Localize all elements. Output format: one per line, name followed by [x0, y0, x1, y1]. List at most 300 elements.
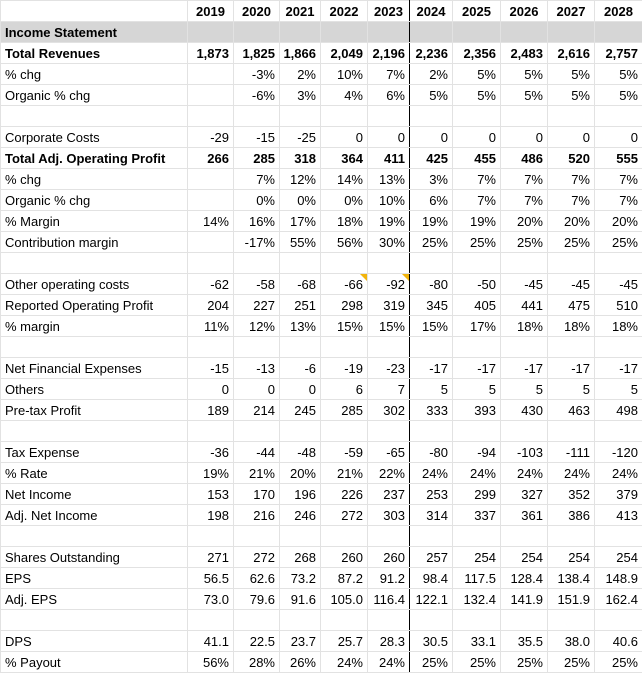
value-cell: 5 [548, 379, 595, 400]
value-cell: 10% [368, 190, 410, 211]
value-cell: -13 [234, 358, 280, 379]
value-cell: 257 [410, 547, 453, 568]
row-label [1, 253, 188, 274]
value-cell [501, 106, 548, 127]
row-label: % margin [1, 316, 188, 337]
value-cell: 5% [595, 64, 642, 85]
table-row [1, 85, 642, 106]
year-cell: 2019 [188, 1, 234, 22]
year-cell: 2023 [368, 1, 410, 22]
row-label [1, 337, 188, 358]
value-cell: 162.4 [595, 589, 642, 610]
value-cell: 314 [410, 505, 453, 526]
value-cell: 272 [321, 505, 368, 526]
value-cell [548, 337, 595, 358]
value-cell: 3% [410, 169, 453, 190]
value-cell: -94 [453, 442, 501, 463]
row-label: Shares Outstanding [1, 547, 188, 568]
value-cell: 40.6 [595, 631, 642, 652]
value-cell [548, 253, 595, 274]
row-label: DPS [1, 631, 188, 652]
value-cell: 251 [280, 295, 321, 316]
value-cell: 411 [368, 148, 410, 169]
value-cell: 5% [548, 64, 595, 85]
value-cell [368, 106, 410, 127]
value-cell [410, 337, 453, 358]
value-cell: 25% [501, 652, 548, 673]
value-cell: 38.0 [548, 631, 595, 652]
value-cell [453, 421, 501, 442]
value-cell: 15% [368, 316, 410, 337]
value-cell: 299 [453, 484, 501, 505]
value-cell [548, 610, 595, 631]
value-cell: 28.3 [368, 631, 410, 652]
value-cell: 13% [280, 316, 321, 337]
value-cell [595, 610, 642, 631]
value-cell: 7% [453, 190, 501, 211]
value-cell: 0% [234, 190, 280, 211]
value-cell [280, 337, 321, 358]
value-cell [321, 337, 368, 358]
value-cell: 463 [548, 400, 595, 421]
value-cell: 55% [280, 232, 321, 253]
value-cell: 254 [548, 547, 595, 568]
value-cell: 18% [595, 316, 642, 337]
value-cell: 430 [501, 400, 548, 421]
value-cell [188, 232, 234, 253]
row-label: EPS [1, 568, 188, 589]
value-cell: 24% [321, 652, 368, 673]
value-cell [280, 421, 321, 442]
row-label: Others [1, 379, 188, 400]
table-row [1, 547, 642, 568]
value-cell: -19 [321, 358, 368, 379]
value-cell [280, 253, 321, 274]
value-cell: 56.5 [188, 568, 234, 589]
value-cell: 105.0 [321, 589, 368, 610]
value-cell [188, 526, 234, 547]
table-row [1, 43, 642, 64]
value-cell [410, 526, 453, 547]
value-cell: -17 [548, 358, 595, 379]
corner-cell [1, 1, 188, 22]
value-cell: 303 [368, 505, 410, 526]
value-cell: 475 [548, 295, 595, 316]
value-cell: -48 [280, 442, 321, 463]
value-cell: 413 [595, 505, 642, 526]
row-label: % Rate [1, 463, 188, 484]
table-row [1, 358, 642, 379]
value-cell: 122.1 [410, 589, 453, 610]
value-cell: -58 [234, 274, 280, 295]
value-cell: 7% [501, 190, 548, 211]
value-cell: 5% [453, 85, 501, 106]
value-cell: 7% [234, 169, 280, 190]
value-cell: 19% [453, 211, 501, 232]
value-cell [188, 85, 234, 106]
value-cell: 151.9 [548, 589, 595, 610]
value-cell: 26% [280, 652, 321, 673]
value-cell: -36 [188, 442, 234, 463]
year-cell: 2027 [548, 1, 595, 22]
table-row [1, 631, 642, 652]
value-cell: 25% [548, 232, 595, 253]
value-cell: 24% [453, 463, 501, 484]
value-cell: -29 [188, 127, 234, 148]
value-cell: 18% [321, 211, 368, 232]
value-cell: 41.1 [188, 631, 234, 652]
value-cell: 520 [548, 148, 595, 169]
value-cell: 24% [368, 652, 410, 673]
value-cell: 0 [368, 127, 410, 148]
value-cell: 1,873 [188, 43, 234, 64]
value-cell: 91.6 [280, 589, 321, 610]
value-cell [410, 610, 453, 631]
value-cell: -17 [595, 358, 642, 379]
value-cell: -23 [368, 358, 410, 379]
value-cell: 333 [410, 400, 453, 421]
value-cell [501, 337, 548, 358]
value-cell: 246 [280, 505, 321, 526]
value-cell: 25% [453, 652, 501, 673]
table-row [1, 589, 642, 610]
value-cell: 361 [501, 505, 548, 526]
value-cell [453, 610, 501, 631]
table-row [1, 211, 642, 232]
value-cell [321, 610, 368, 631]
row-label: % Margin [1, 211, 188, 232]
value-cell [280, 610, 321, 631]
value-cell: 22.5 [234, 631, 280, 652]
value-cell: 5% [501, 64, 548, 85]
value-cell: 2,236 [410, 43, 453, 64]
value-cell: -15 [234, 127, 280, 148]
value-cell: 116.4 [368, 589, 410, 610]
value-cell: 260 [368, 547, 410, 568]
value-cell: 5 [453, 379, 501, 400]
value-cell [453, 106, 501, 127]
value-cell [188, 64, 234, 85]
table-row [1, 127, 642, 148]
row-label: Organic % chg [1, 85, 188, 106]
value-cell: -50 [453, 274, 501, 295]
value-cell: -92 [368, 274, 410, 295]
value-cell: -3% [234, 64, 280, 85]
value-cell: 254 [453, 547, 501, 568]
value-cell: 25% [453, 232, 501, 253]
value-cell: 12% [234, 316, 280, 337]
row-label: Total Revenues [1, 43, 188, 64]
value-cell: 25% [595, 652, 642, 673]
value-cell [595, 253, 642, 274]
table-row [1, 400, 642, 421]
value-cell: -17 [453, 358, 501, 379]
value-cell [188, 190, 234, 211]
value-cell [188, 421, 234, 442]
value-cell: 0 [321, 127, 368, 148]
value-cell: 28% [234, 652, 280, 673]
value-cell: 204 [188, 295, 234, 316]
value-cell: 79.6 [234, 589, 280, 610]
value-cell: 7% [368, 64, 410, 85]
value-cell: 486 [501, 148, 548, 169]
value-cell: 2,196 [368, 43, 410, 64]
value-cell: 498 [595, 400, 642, 421]
value-cell: 14% [188, 211, 234, 232]
value-cell: 266 [188, 148, 234, 169]
value-cell: 7% [595, 190, 642, 211]
row-label: Other operating costs [1, 274, 188, 295]
value-cell [595, 337, 642, 358]
value-cell: 302 [368, 400, 410, 421]
value-cell: 189 [188, 400, 234, 421]
value-cell: 73.0 [188, 589, 234, 610]
value-cell: 0 [453, 127, 501, 148]
value-cell: 17% [453, 316, 501, 337]
value-cell: 91.2 [368, 568, 410, 589]
value-cell [410, 253, 453, 274]
table-row [1, 442, 642, 463]
value-cell: 98.4 [410, 568, 453, 589]
value-cell: -45 [595, 274, 642, 295]
row-label: Reported Operating Profit [1, 295, 188, 316]
value-cell: 20% [501, 211, 548, 232]
value-cell [234, 421, 280, 442]
value-cell [501, 253, 548, 274]
value-cell: 254 [501, 547, 548, 568]
value-cell: 226 [321, 484, 368, 505]
row-label: Tax Expense [1, 442, 188, 463]
value-cell [321, 526, 368, 547]
value-cell: -68 [280, 274, 321, 295]
value-cell: -62 [188, 274, 234, 295]
value-cell: 214 [234, 400, 280, 421]
value-cell [548, 421, 595, 442]
value-cell: 5 [595, 379, 642, 400]
row-label: % chg [1, 64, 188, 85]
value-cell: 170 [234, 484, 280, 505]
value-cell: 7% [548, 190, 595, 211]
value-cell: 117.5 [453, 568, 501, 589]
value-cell: 30.5 [410, 631, 453, 652]
value-cell: 5 [410, 379, 453, 400]
row-label: Net Income [1, 484, 188, 505]
value-cell: 2% [280, 64, 321, 85]
row-label: Contribution margin [1, 232, 188, 253]
value-cell [501, 526, 548, 547]
year-cell: 2026 [501, 1, 548, 22]
table-row [1, 484, 642, 505]
value-cell: -6 [280, 358, 321, 379]
table-row [1, 232, 642, 253]
value-cell: 11% [188, 316, 234, 337]
value-cell [188, 169, 234, 190]
value-cell [368, 337, 410, 358]
value-cell [280, 526, 321, 547]
value-cell [234, 337, 280, 358]
row-label: Organic % chg [1, 190, 188, 211]
value-cell: 5% [501, 85, 548, 106]
value-cell: 2% [410, 64, 453, 85]
value-cell: 13% [368, 169, 410, 190]
value-cell [368, 610, 410, 631]
value-cell: -80 [410, 274, 453, 295]
value-cell: 0 [234, 379, 280, 400]
value-cell [595, 106, 642, 127]
row-label [1, 421, 188, 442]
value-cell [188, 337, 234, 358]
value-cell: 7 [368, 379, 410, 400]
value-cell: 0 [188, 379, 234, 400]
value-cell: -45 [501, 274, 548, 295]
value-cell: 16% [234, 211, 280, 232]
value-cell: 441 [501, 295, 548, 316]
value-cell: 510 [595, 295, 642, 316]
value-cell: 30% [368, 232, 410, 253]
value-cell: 14% [321, 169, 368, 190]
table-row [1, 379, 642, 400]
value-cell [595, 526, 642, 547]
value-cell [501, 421, 548, 442]
value-cell: 0 [410, 127, 453, 148]
row-label: Pre-tax Profit [1, 400, 188, 421]
value-cell: -45 [548, 274, 595, 295]
value-cell: 405 [453, 295, 501, 316]
value-cell: 12% [280, 169, 321, 190]
value-cell: 6% [368, 85, 410, 106]
value-cell: 132.4 [453, 589, 501, 610]
row-label: % chg [1, 169, 188, 190]
section-header-row [1, 22, 642, 43]
value-cell: 19% [368, 211, 410, 232]
value-cell: 298 [321, 295, 368, 316]
value-cell [368, 526, 410, 547]
value-cell [234, 610, 280, 631]
value-cell: 21% [321, 463, 368, 484]
value-cell: 15% [321, 316, 368, 337]
section-title: Income Statement [1, 22, 188, 43]
value-cell: 87.2 [321, 568, 368, 589]
value-cell [368, 421, 410, 442]
value-cell [188, 106, 234, 127]
value-cell: 20% [548, 211, 595, 232]
table-row [1, 526, 642, 547]
table-row [1, 190, 642, 211]
value-cell: 7% [595, 169, 642, 190]
table-row [1, 148, 642, 169]
value-cell: 260 [321, 547, 368, 568]
value-cell [368, 253, 410, 274]
value-cell [234, 526, 280, 547]
value-cell: 285 [321, 400, 368, 421]
value-cell: 271 [188, 547, 234, 568]
value-cell [321, 421, 368, 442]
value-cell: 20% [595, 211, 642, 232]
value-cell: 2,483 [501, 43, 548, 64]
table-row [1, 295, 642, 316]
value-cell [234, 253, 280, 274]
value-cell: 0 [280, 379, 321, 400]
row-label: % Payout [1, 652, 188, 673]
value-cell: 2,757 [595, 43, 642, 64]
value-cell: 21% [234, 463, 280, 484]
value-cell: 2,616 [548, 43, 595, 64]
value-cell: 0% [321, 190, 368, 211]
value-cell [410, 421, 453, 442]
value-cell: 33.1 [453, 631, 501, 652]
value-cell: 0% [280, 190, 321, 211]
value-cell: 35.5 [501, 631, 548, 652]
value-cell: 128.4 [501, 568, 548, 589]
value-cell: 253 [410, 484, 453, 505]
table-row [1, 463, 642, 484]
value-cell: 327 [501, 484, 548, 505]
value-cell: 227 [234, 295, 280, 316]
value-cell: 1,866 [280, 43, 321, 64]
value-cell: 3% [280, 85, 321, 106]
value-cell: 4% [321, 85, 368, 106]
value-cell: 5% [453, 64, 501, 85]
year-cell: 2021 [280, 1, 321, 22]
value-cell [234, 106, 280, 127]
value-cell: -111 [548, 442, 595, 463]
value-cell: 25% [410, 232, 453, 253]
value-cell: 23.7 [280, 631, 321, 652]
value-cell: 148.9 [595, 568, 642, 589]
value-cell: 19% [410, 211, 453, 232]
year-header-row [1, 1, 642, 22]
value-cell: 56% [321, 232, 368, 253]
value-cell: -15 [188, 358, 234, 379]
value-cell: 379 [595, 484, 642, 505]
value-cell: 1,825 [234, 43, 280, 64]
value-cell [321, 106, 368, 127]
value-cell: 2,049 [321, 43, 368, 64]
table-row [1, 64, 642, 85]
value-cell: 455 [453, 148, 501, 169]
value-cell: -6% [234, 85, 280, 106]
row-label: Total Adj. Operating Profit [1, 148, 188, 169]
table-row [1, 316, 642, 337]
value-cell [453, 337, 501, 358]
value-cell: 22% [368, 463, 410, 484]
value-cell: 352 [548, 484, 595, 505]
value-cell [410, 106, 453, 127]
value-cell: 5 [501, 379, 548, 400]
value-cell: -65 [368, 442, 410, 463]
value-cell: 237 [368, 484, 410, 505]
value-cell: 393 [453, 400, 501, 421]
value-cell: 141.9 [501, 589, 548, 610]
value-cell: 2,356 [453, 43, 501, 64]
row-label [1, 610, 188, 631]
value-cell: -103 [501, 442, 548, 463]
value-cell: 138.4 [548, 568, 595, 589]
value-cell: 5% [595, 85, 642, 106]
value-cell: 24% [595, 463, 642, 484]
value-cell: 24% [501, 463, 548, 484]
value-cell: 555 [595, 148, 642, 169]
value-cell: 18% [548, 316, 595, 337]
value-cell: 25% [501, 232, 548, 253]
value-cell: 18% [501, 316, 548, 337]
value-cell: -66 [321, 274, 368, 295]
value-cell: 6% [410, 190, 453, 211]
value-cell: 62.6 [234, 568, 280, 589]
table-row [1, 253, 642, 274]
row-label: Net Financial Expenses [1, 358, 188, 379]
value-cell: 24% [410, 463, 453, 484]
